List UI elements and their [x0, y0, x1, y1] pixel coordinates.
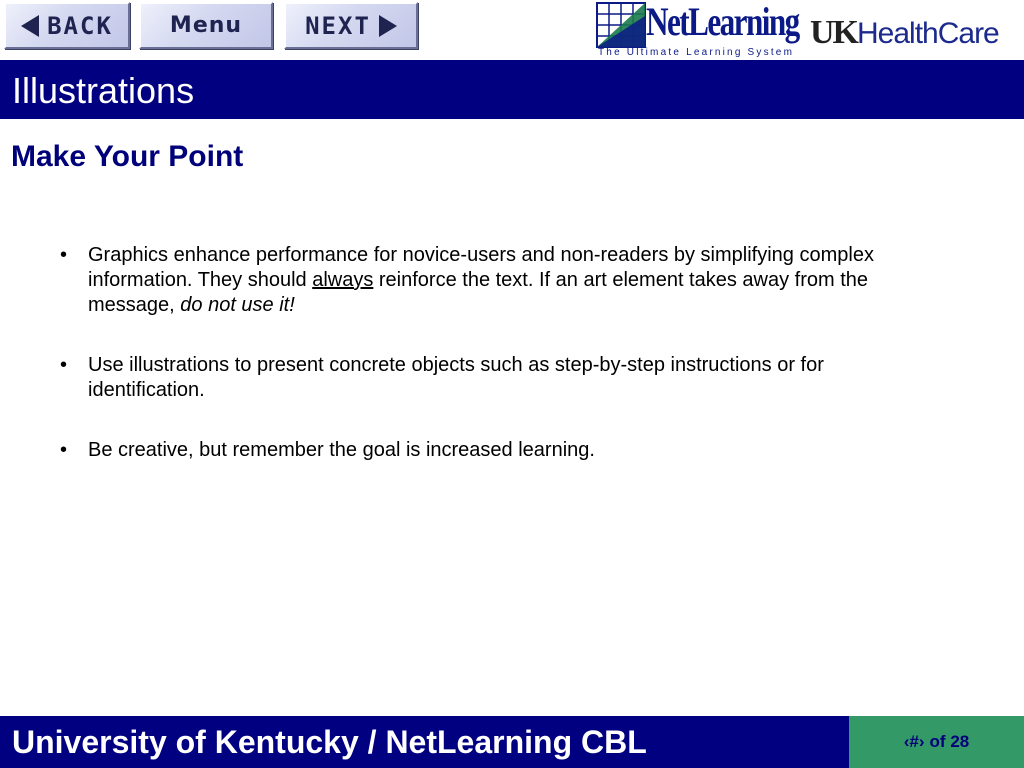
- footer-bar: [0, 716, 1024, 768]
- grid-logo-icon: [596, 2, 646, 48]
- arrow-left-icon: [21, 15, 39, 37]
- bullet-icon: •: [60, 439, 68, 461]
- bullet-text-part: Graphics enhance performance for novice-users and non-readers by simplifying complex information. They should: [88, 244, 874, 291]
- page-current: ‹#›: [903, 732, 925, 751]
- arrow-right-icon: [379, 15, 397, 37]
- netlearning-wordmark: NetLearning: [646, 0, 799, 44]
- netlearning-tagline: The Ultimate Learning System: [598, 47, 795, 58]
- uk-mark: UK: [810, 14, 857, 51]
- bullet-text-part: reinforce the text. If an art element takes away from the message,: [88, 269, 869, 316]
- bullet-icon: •: [60, 354, 68, 376]
- emphasis-underlined: always: [312, 269, 374, 291]
- healthcare-wordmark: HealthCare: [857, 17, 999, 50]
- next-button-label: NEXT: [305, 11, 371, 40]
- page-title: Illustrations: [12, 70, 195, 111]
- back-button[interactable]: [4, 2, 130, 49]
- list-item: [60, 438, 940, 463]
- emphasis-italic: do not use it!: [180, 294, 295, 316]
- list-item: [60, 243, 940, 318]
- bullet-text: Use illustrations to present concrete objects such as step-by-step instructions or for identification.: [88, 354, 824, 401]
- menu-button-label: Menu: [169, 13, 243, 38]
- back-button-label: BACK: [47, 11, 113, 40]
- list-item: [60, 353, 940, 403]
- uk-healthcare-logo: [810, 14, 999, 54]
- page-total: of 28: [929, 732, 970, 751]
- footer-text: University of Kentucky / NetLearning CBL: [12, 724, 647, 760]
- bullet-text: Be creative, but remember the goal is increased learning.: [88, 439, 595, 461]
- next-button[interactable]: [284, 2, 418, 49]
- bullet-text: [88, 243, 940, 318]
- title-bar: [0, 60, 1024, 119]
- section-subtitle: Make Your Point: [11, 140, 244, 173]
- page-indicator: [849, 716, 1024, 768]
- bullet-list: [60, 243, 940, 498]
- menu-button[interactable]: [139, 2, 273, 49]
- netlearning-logo: [596, 0, 806, 60]
- bullet-icon: •: [60, 244, 68, 266]
